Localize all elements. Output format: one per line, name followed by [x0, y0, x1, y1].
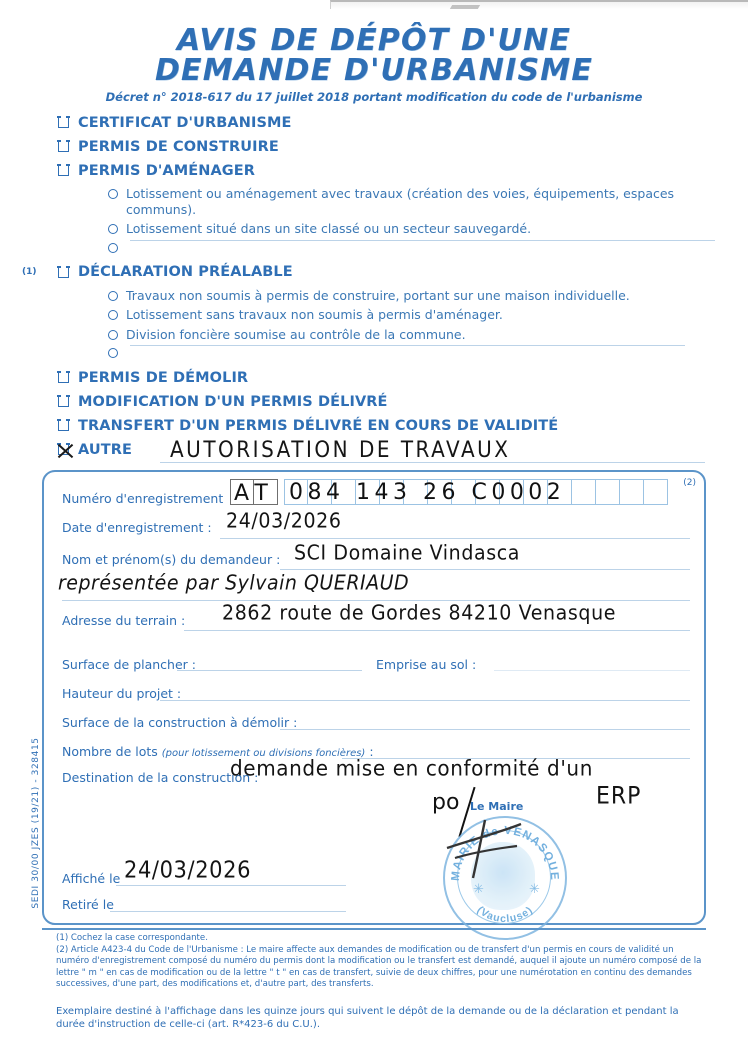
registration-details-box [42, 470, 706, 925]
registration-digit-cell[interactable] [572, 479, 596, 505]
label-emprise-sol: Emprise au sol : [376, 657, 477, 672]
radio-amenager-blank[interactable] [108, 243, 118, 253]
rule-adresse-terrain[interactable] [184, 630, 690, 631]
option-row-lotissement-site-classe[interactable] [0, 221, 748, 237]
rule-nom-prenom[interactable] [280, 569, 690, 570]
checkbox-permis-construire[interactable] [58, 141, 69, 152]
label-le-maire: Le Maire [470, 800, 524, 813]
label-declaration-prealable: DÉCLARATION PRÉALABLE [78, 264, 293, 280]
checkbox-row-permis-demolir[interactable] [0, 367, 748, 388]
mairie-stamp [443, 816, 567, 940]
label-travaux-non-soumis: Travaux non soumis à permis de construire, portant sur une maison individuelle. [126, 287, 630, 303]
checkbox-modification-permis[interactable] [58, 396, 69, 407]
blank-line-declaration[interactable] [130, 345, 685, 346]
title-line-1: AVIS DE DÉPÔT D'UNE [176, 23, 572, 58]
option-row-division-fonciere[interactable] [0, 327, 748, 343]
label-lotissement-travaux: Lotissement ou aménagement avec travaux (création des voies, équipements, espaces communs). [126, 186, 675, 217]
handwritten-destination-line2: ERP [596, 783, 642, 810]
rule-retire-le[interactable] [110, 911, 346, 912]
stamp-star-left: ✳ [473, 881, 484, 896]
radio-lotissement-sans-travaux[interactable] [108, 310, 118, 320]
title-line-2: DEMANDE D'URBANISME [154, 53, 594, 88]
label-lotissement-site-classe: Lotissement situé dans un site classé ou un secteur sauvegardé. [126, 221, 532, 236]
label-certificat-urbanisme: CERTIFICAT D'URBANISME [78, 114, 292, 131]
label-surface-plancher: Surface de plancher : [62, 657, 196, 672]
radio-declaration-blank[interactable] [108, 348, 118, 358]
rule-surface-demolir[interactable] [280, 729, 690, 730]
handwritten-registration-prefix: AT [234, 481, 275, 506]
checkbox-declaration-prealable[interactable] [58, 267, 69, 278]
label-nombre-lots-hint: (pour lotissement ou divisions foncières) [161, 748, 366, 759]
radio-lotissement-site-classe[interactable] [108, 224, 118, 234]
option-row-lotissement-travaux[interactable] [0, 186, 748, 217]
registration-digit-cell[interactable] [596, 479, 620, 505]
checkbox-permis-demolir[interactable] [58, 372, 69, 383]
footnote-3: Exemplaire destiné à l'affichage dans les quinze jours qui suivent le dépôt de la demande ou de la déclaration et pendant la durée d'instruction de celle-ci (art. R*423-6 du C.U.). [56, 1006, 679, 1030]
registration-digit-cell[interactable] [620, 479, 644, 505]
signature-cross [445, 818, 523, 880]
label-nombre-lots-main: Nombre de lots [62, 744, 158, 759]
handwritten-affiche-le: 24/03/2026 [124, 857, 252, 883]
label-nom-prenom: Nom et prénom(s) du demandeur : [62, 552, 281, 567]
scan-edge-artifact [330, 0, 748, 9]
handwritten-nom-prenom: SCI Domaine Vindasca [294, 541, 521, 565]
handwritten-po: po [432, 790, 460, 815]
label-hauteur-projet: Hauteur du projet : [62, 686, 182, 701]
option-row-declaration-blank[interactable] [0, 345, 748, 358]
box-bottom-rule [42, 928, 706, 930]
label-date-enregistrement: Date d'enregistrement : [62, 520, 212, 535]
option-row-lotissement-sans-travaux[interactable] [0, 307, 748, 323]
option-row-travaux-non-soumis[interactable] [0, 288, 748, 304]
label-adresse-terrain: Adresse du terrain : [62, 613, 186, 628]
rule-emprise-sol[interactable] [494, 670, 690, 671]
svg-text:MAIRIE de VENASQUE: MAIRIE de VENASQUE [449, 824, 561, 882]
radio-division-fonciere[interactable] [108, 330, 118, 340]
label-lotissement-sans-travaux: Lotissement sans travaux non soumis à permis d'aménager. [126, 307, 503, 322]
rule-hauteur-projet[interactable] [160, 700, 690, 701]
handwritten-registration-digits: 084 143 26 C0002 [289, 480, 566, 505]
footnote-2: (2) Article A423-4 du Code de l'Urbanisme : Le maire affecte aux demandes de modification ou de transfert d'un permis en cours de validité un numéro d'enregistrement composé du numéro du permis dont la modification ou le transfert est demandé, auquel il ajoute un numéro composé de la lettre " m " en cas de modification ou de la lettre " t " en cas de transfert, suivie de deux chiffres, pour une numérotation en continu des demandes successives, d'une part, des modifications et, d'autre part, des transferts. [56, 945, 702, 990]
label-retire-le: Retiré le [62, 897, 114, 912]
checkbox-row-modification-permis[interactable] [0, 391, 748, 412]
rule-date-enregistrement[interactable] [220, 538, 690, 539]
checkbox-autre[interactable] [58, 444, 69, 455]
handwritten-date-enregistrement: 24/03/2026 [226, 509, 342, 533]
checkbox-transfert-permis[interactable] [58, 420, 69, 431]
footnote-1: (1) Cochez la case correspondante. [56, 933, 208, 943]
footnote-ref-1: (1) [22, 267, 37, 277]
label-nombre-lots-colon: : [369, 744, 374, 759]
autre-value-rule[interactable] [160, 462, 705, 463]
rule-affiche-le[interactable] [116, 885, 346, 886]
handwritten-autre-value: AUTORISATION DE TRAVAUX [170, 435, 511, 463]
footnote-ref-2: (2) [683, 478, 696, 488]
checkbox-row-declaration-prealable[interactable] [0, 262, 748, 283]
permit-type-checklist [0, 110, 748, 460]
printer-reference-code: SEDI 30/00 JZES (19/21) - 328415 [31, 737, 41, 909]
stamp-star-right: ✳ [529, 881, 540, 896]
blank-line-amenager[interactable] [130, 240, 715, 241]
handwritten-adresse-terrain: 2862 route de Gordes 84210 Venasque [222, 601, 617, 625]
page-title [0, 23, 748, 88]
label-surface-demolir: Surface de la construction à démolir : [62, 715, 298, 730]
radio-travaux-non-soumis[interactable] [108, 291, 118, 301]
checkbox-permis-amenager[interactable] [58, 165, 69, 176]
handwritten-representant: représentée par Sylvain QUERIAUD [58, 571, 410, 595]
radio-lotissement-travaux[interactable] [108, 189, 118, 199]
checkbox-row-permis-amenager[interactable] [0, 160, 748, 181]
checkbox-certificat-urbanisme[interactable] [58, 117, 69, 128]
decree-subtitle: Décret n° 2018-617 du 17 juillet 2018 portant modification du code de l'urbanisme [105, 90, 643, 104]
label-numero-enregistrement: Numéro d'enregistrement [62, 491, 224, 506]
svg-text:(Vaucluse): (Vaucluse) [474, 903, 536, 926]
label-permis-demolir: PERMIS DE DÉMOLIR [78, 369, 249, 386]
label-transfert-permis: TRANSFERT D'UN PERMIS DÉLIVRÉ EN COURS DE VALIDITÉ [78, 417, 559, 434]
handwritten-destination: demande mise en conformité d'un [230, 755, 593, 781]
checkbox-row-permis-construire[interactable] [0, 136, 748, 157]
option-row-amenager-blank[interactable] [0, 240, 748, 253]
checkbox-row-certificat[interactable] [0, 112, 748, 133]
rule-surface-plancher[interactable] [177, 670, 362, 671]
registration-digit-cell[interactable] [644, 479, 668, 505]
label-permis-amenager: PERMIS D'AMÉNAGER [78, 162, 256, 179]
label-permis-construire: PERMIS DE CONSTRUIRE [78, 138, 279, 155]
label-destination-construction: Destination de la construction : [62, 770, 259, 785]
checkbox-row-transfert-permis[interactable] [0, 415, 748, 436]
label-autre: AUTRE [78, 441, 133, 458]
label-division-fonciere: Division foncière soumise au contrôle de la commune. [126, 326, 466, 342]
label-modification-permis: MODIFICATION D'UN PERMIS DÉLIVRÉ [78, 393, 388, 410]
label-affiche-le: Affiché le [62, 871, 121, 886]
